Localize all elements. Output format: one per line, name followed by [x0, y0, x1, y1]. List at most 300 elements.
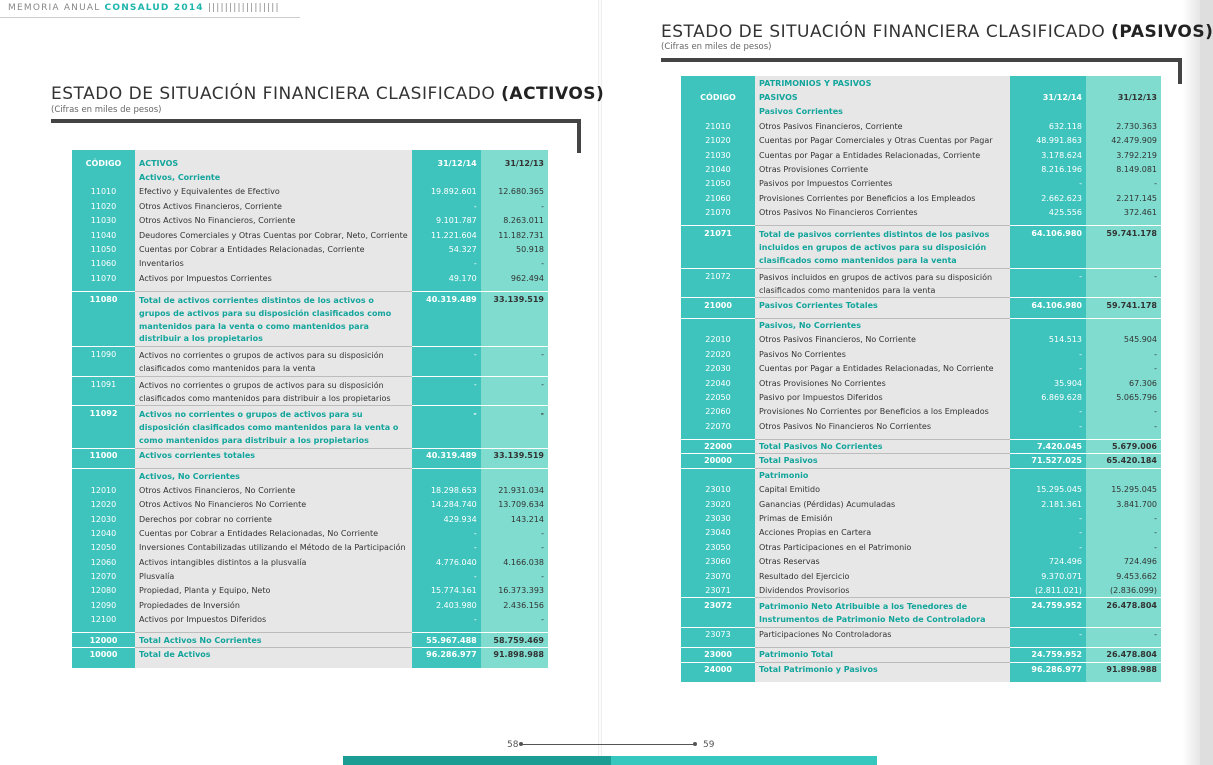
row-value-2014: - [412, 257, 481, 271]
table-row [681, 298, 1161, 312]
row-code: 12060 [72, 555, 135, 569]
row-code: 22050 [681, 390, 755, 404]
row-value-2014: - [412, 526, 481, 540]
table-row [72, 242, 548, 256]
row-description: Patrimonio Neto Atribuible a los Tenedores de Instrumentos de Patrimonio Neto de Controladora [755, 598, 1010, 628]
right-page-title [661, 22, 1213, 42]
row-value-2013: - [1086, 526, 1161, 540]
row-value-2013: - [1086, 419, 1161, 433]
row-value-2014: - [412, 199, 481, 213]
row-value-2014: 71.527.025 [1010, 454, 1086, 468]
row-code: 11040 [72, 228, 135, 242]
row-value-2013: 15.295.045 [1086, 483, 1161, 497]
row-description: Cuentas por Cobrar a Entidades Relacionadas, No Corriente [135, 526, 412, 540]
header-col-2014: 31/12/14 [412, 156, 481, 170]
table-row [72, 647, 548, 661]
header-code: CÓDIGO [681, 90, 755, 104]
row-description: Efectivo y Equivalentes de Efectivo [135, 185, 412, 199]
table-row [681, 390, 1161, 404]
row-code: 11010 [72, 185, 135, 199]
row-value-2013: 2.217.145 [1086, 191, 1161, 205]
pasivos-header-row [681, 90, 1161, 104]
table-row [681, 454, 1161, 468]
row-value-2013: 2.436.156 [481, 598, 548, 612]
header-brand: CONSALUD 2014 [104, 3, 204, 13]
table-row [681, 206, 1161, 220]
header-prefix: MEMORIA ANUAL [8, 3, 101, 13]
row-code: 12040 [72, 526, 135, 540]
row-value-2014: - [1010, 361, 1086, 375]
row-value-2013: 5.065.796 [1086, 390, 1161, 404]
row-value-2014: 55.967.488 [412, 633, 481, 647]
table-row [72, 257, 548, 271]
row-value-2013: - [1086, 268, 1161, 298]
row-code: 22030 [681, 361, 755, 375]
table-row [72, 292, 548, 347]
row-code: 21020 [681, 134, 755, 148]
footer-line [521, 744, 695, 745]
row-description: Cuentas por Pagar a Entidades Relacionadas, Corriente [755, 148, 1010, 162]
row-value-2014: - [412, 541, 481, 555]
table-row [681, 526, 1161, 540]
row-description: Otros Pasivos Financieros, No Corriente [755, 333, 1010, 347]
row-value-2013: - [1086, 177, 1161, 191]
row-value-2014: 18.298.653 [412, 483, 481, 497]
header-desc: PASIVOS [755, 90, 1010, 104]
header-col-2014: 31/12/14 [1010, 90, 1086, 104]
row-code: 12090 [72, 598, 135, 612]
row-value-2014: 64.106.980 [1010, 298, 1086, 312]
row-description: Otros Activos Financieros, Corriente [135, 199, 412, 213]
row-description: Total Patrimonio y Pasivos [755, 662, 1010, 676]
row-code: 22040 [681, 376, 755, 390]
row-value-2014: 514.513 [1010, 333, 1086, 347]
row-code: 11050 [72, 242, 135, 256]
row-description: Activos por Impuestos Diferidos [135, 613, 412, 627]
row-value-2014: - [1010, 347, 1086, 361]
row-value-2014: 7.420.045 [1010, 439, 1086, 453]
section-heading-row [72, 170, 548, 184]
row-value-2013: - [481, 613, 548, 627]
row-code: 24000 [681, 662, 755, 676]
row-value-2013: 11.182.731 [481, 228, 548, 242]
row-description: Otras Reservas [755, 555, 1010, 569]
row-code: 22070 [681, 419, 755, 433]
row-code: 22000 [681, 439, 755, 453]
row-code: 12000 [72, 633, 135, 647]
table-row [72, 347, 548, 377]
row-description: Activos corrientes totales [135, 448, 412, 462]
row-value-2013: 545.904 [1086, 333, 1161, 347]
row-description: Provisiones No Corrientes por Beneficios a los Empleados [755, 405, 1010, 419]
row-value-2013: 3.841.700 [1086, 497, 1161, 511]
row-value-2014: 11.221.604 [412, 228, 481, 242]
row-value-2014: 9.101.787 [412, 214, 481, 228]
activos-table [72, 150, 548, 668]
row-value-2013: 33.139.519 [481, 292, 548, 347]
row-value-2014: 35.904 [1010, 376, 1086, 390]
row-value-2014: 40.319.489 [412, 448, 481, 462]
row-description: Deudores Comerciales y Otras Cuentas por Cobrar, Neto, Corriente [135, 228, 412, 242]
row-code: 21010 [681, 119, 755, 133]
row-value-2013: 59.741.178 [1086, 298, 1161, 312]
table-row [72, 271, 548, 285]
left-page-title [51, 84, 604, 104]
table-row [681, 540, 1161, 554]
row-code: 23071 [681, 583, 755, 597]
row-value-2014: 14.284.740 [412, 497, 481, 511]
row-code: 23040 [681, 526, 755, 540]
row-description: Resultado del Ejercicio [755, 569, 1010, 583]
row-value-2013: 91.898.988 [481, 647, 548, 661]
row-value-2013: 143.214 [481, 512, 548, 526]
header-col-2013: 31/12/13 [481, 156, 548, 170]
running-header [0, 0, 300, 18]
row-value-2014: - [1010, 268, 1086, 298]
right-title-rule [661, 58, 1182, 62]
row-code: 11030 [72, 214, 135, 228]
row-code: 23030 [681, 511, 755, 525]
row-code: 21070 [681, 206, 755, 220]
table-row [681, 483, 1161, 497]
row-description: Patrimonio Total [755, 648, 1010, 662]
row-value-2013: 4.166.038 [481, 555, 548, 569]
row-value-2013: 724.496 [1086, 555, 1161, 569]
row-value-2014: 425.556 [1010, 206, 1086, 220]
row-value-2014: 40.319.489 [412, 292, 481, 347]
table-row [72, 448, 548, 462]
row-description: Total Activos No Corrientes [135, 633, 412, 647]
row-description: Otros Pasivos Financieros, Corriente [755, 119, 1010, 133]
right-page-subtitle: (Cifras en miles de pesos) [661, 42, 772, 52]
row-description: Otros Pasivos No Financieros Corrientes [755, 206, 1010, 220]
row-description: Activos, No Corrientes [135, 469, 412, 483]
row-value-2014: 3.178.624 [1010, 148, 1086, 162]
row-value-2013: - [1086, 627, 1161, 641]
row-value-2013: 26.478.804 [1086, 648, 1161, 662]
row-value-2013: - [1086, 405, 1161, 419]
row-code: 21030 [681, 148, 755, 162]
row-description: Activos no corrientes o grupos de activos para su disposición clasificados como mantenidos para la venta [135, 347, 412, 377]
row-value-2013: 962.494 [481, 271, 548, 285]
row-description: Activos no corrientes o grupos de activos para su disposición clasificados como mantenidos para distribuir a los propietarios [135, 376, 412, 406]
row-value-2013: - [481, 199, 548, 213]
row-code: 21072 [681, 268, 755, 298]
row-value-2013: 2.730.363 [1086, 119, 1161, 133]
row-value-2013: - [481, 406, 548, 448]
row-value-2014: - [1010, 627, 1086, 641]
table-row [72, 497, 548, 511]
row-value-2014: 8.216.196 [1010, 162, 1086, 176]
row-value-2014: - [1010, 405, 1086, 419]
row-value-2014: 19.892.601 [412, 185, 481, 199]
row-code: 12010 [72, 483, 135, 497]
row-code: 22010 [681, 333, 755, 347]
row-value-2013: 59.741.178 [1086, 226, 1161, 268]
row-description: Otros Pasivos No Financieros No Corrientes [755, 419, 1010, 433]
row-code: 12030 [72, 512, 135, 526]
table-row [681, 497, 1161, 511]
pasivos-table [681, 76, 1161, 682]
row-value-2014: 15.774.161 [412, 584, 481, 598]
table-row [681, 376, 1161, 390]
row-description: Pasivos por Impuestos Corrientes [755, 177, 1010, 191]
row-code: 12020 [72, 497, 135, 511]
row-code: 12050 [72, 541, 135, 555]
header-col-2013: 31/12/13 [1086, 90, 1161, 104]
row-code: 11090 [72, 347, 135, 377]
row-code: 10000 [72, 647, 135, 661]
row-value-2013: - [481, 526, 548, 540]
right-title-bold: (PASIVOS) [1111, 22, 1213, 42]
row-value-2014: 48.991.863 [1010, 134, 1086, 148]
row-value-2014: 64.106.980 [1010, 226, 1086, 268]
row-value-2013: - [481, 347, 548, 377]
table-row [681, 439, 1161, 453]
row-code: 21050 [681, 177, 755, 191]
row-description: Total Pasivos [755, 454, 1010, 468]
row-description: Acciones Propias en Cartera [755, 526, 1010, 540]
row-value-2014: 2.662.623 [1010, 191, 1086, 205]
row-value-2014: - [1010, 177, 1086, 191]
row-description: Cuentas por Pagar Comerciales y Otras Cuentas por Pagar [755, 134, 1010, 148]
row-value-2013: (2.836.099) [1086, 583, 1161, 597]
row-value-2014: (2.811.021) [1010, 583, 1086, 597]
row-description: Otras Provisiones Corriente [755, 162, 1010, 176]
row-value-2013: - [481, 257, 548, 271]
row-value-2014: 24.759.952 [1010, 598, 1086, 628]
row-value-2013: 5.679.006 [1086, 439, 1161, 453]
row-code: 11000 [72, 448, 135, 462]
table-row [681, 268, 1161, 298]
row-code: 11091 [72, 376, 135, 406]
left-title-main: ESTADO DE SITUACIÓN FINANCIERA CLASIFICADO [51, 84, 496, 104]
table-row [72, 376, 548, 406]
footer-dot-left [519, 742, 523, 746]
table-row [72, 185, 548, 199]
section-heading-row [681, 105, 1161, 119]
spacer-row [681, 676, 1161, 682]
table-row [681, 134, 1161, 148]
row-description: Propiedad, Planta y Equipo, Neto [135, 584, 412, 598]
section-heading-row [681, 318, 1161, 332]
row-code: 12080 [72, 584, 135, 598]
row-description: Otros Activos No Financieros, Corriente [135, 214, 412, 228]
header-top-label: PATRIMONIOS Y PASIVOS [755, 76, 1010, 90]
table-row [681, 347, 1161, 361]
row-description: Patrimonio [755, 468, 1010, 482]
table-row [681, 191, 1161, 205]
row-value-2014: - [412, 347, 481, 377]
row-value-2013: - [1086, 347, 1161, 361]
table-row [681, 569, 1161, 583]
row-code: 11080 [72, 292, 135, 347]
row-value-2014: 15.295.045 [1010, 483, 1086, 497]
table-row [72, 483, 548, 497]
page-number-right: 59 [703, 740, 715, 750]
row-description: Otros Activos Financieros, No Corriente [135, 483, 412, 497]
row-description: Pasivos Corrientes Totales [755, 298, 1010, 312]
row-code: 11092 [72, 406, 135, 448]
row-value-2013: - [1086, 540, 1161, 554]
page-edge-shadow [1182, 0, 1200, 765]
row-value-2014: - [412, 569, 481, 583]
row-description: Provisiones Corrientes por Beneficios a los Empleados [755, 191, 1010, 205]
table-row [72, 569, 548, 583]
row-value-2014: 54.327 [412, 242, 481, 256]
table-row [72, 541, 548, 555]
row-value-2014: - [1010, 419, 1086, 433]
table-row [681, 419, 1161, 433]
row-description: Propiedades de Inversión [135, 598, 412, 612]
header-desc: ACTIVOS [135, 156, 412, 170]
footer-bar-light [611, 756, 877, 765]
row-description: Pasivo por Impuestos Diferidos [755, 390, 1010, 404]
table-row [681, 598, 1161, 628]
right-title-rule-drop [1178, 58, 1182, 84]
row-value-2013: 21.931.034 [481, 483, 548, 497]
row-code: 21060 [681, 191, 755, 205]
table-row [72, 214, 548, 228]
spacer-row [72, 662, 548, 668]
table-row [72, 633, 548, 647]
row-value-2014: 96.286.977 [1010, 662, 1086, 676]
row-value-2014: - [412, 613, 481, 627]
row-description: Cuentas por Pagar a Entidades Relacionadas, No Corriente [755, 361, 1010, 375]
row-code: 11020 [72, 199, 135, 213]
table-row [681, 555, 1161, 569]
row-description: Otras Participaciones en el Patrimonio [755, 540, 1010, 554]
row-value-2013: 8.263.011 [481, 214, 548, 228]
table-row [681, 148, 1161, 162]
header-code: CÓDIGO [72, 156, 135, 170]
row-code: 23010 [681, 483, 755, 497]
row-value-2013: 16.373.393 [481, 584, 548, 598]
row-value-2013: 42.479.909 [1086, 134, 1161, 148]
row-value-2014: 9.370.071 [1010, 569, 1086, 583]
row-description: Capital Emitido [755, 483, 1010, 497]
row-code: 12070 [72, 569, 135, 583]
left-title-rule [51, 119, 581, 123]
row-code: 11070 [72, 271, 135, 285]
row-description: Derechos por cobrar no corriente [135, 512, 412, 526]
row-value-2013: 26.478.804 [1086, 598, 1161, 628]
row-code: 23060 [681, 555, 755, 569]
row-description: Activos no corrientes o grupos de activos para su disposición clasificados como mantenidos para la venta o como mantenidos para distribuir a los propietarios [135, 406, 412, 448]
row-value-2013: 58.759.469 [481, 633, 548, 647]
row-value-2014: - [412, 376, 481, 406]
row-value-2014: 24.759.952 [1010, 648, 1086, 662]
left-page-subtitle: (Cifras en miles de pesos) [51, 105, 162, 115]
row-code: 12100 [72, 613, 135, 627]
activos-header-row [72, 156, 548, 170]
row-code: 23073 [681, 627, 755, 641]
row-code: 11060 [72, 257, 135, 271]
row-code: 22060 [681, 405, 755, 419]
table-row [72, 512, 548, 526]
header-marks: ||||||||||||||||| [207, 3, 280, 13]
row-description: Inventarios [135, 257, 412, 271]
table-row [72, 526, 548, 540]
row-value-2014: 632.118 [1010, 119, 1086, 133]
table-row [681, 405, 1161, 419]
row-code: 21040 [681, 162, 755, 176]
row-description: Inversiones Contabilizadas utilizando el Método de la Participación [135, 541, 412, 555]
row-description: Activos, Corriente [135, 170, 412, 184]
row-value-2013: - [1086, 511, 1161, 525]
row-value-2013: 13.709.634 [481, 497, 548, 511]
row-value-2014: - [1010, 540, 1086, 554]
table-row [681, 333, 1161, 347]
row-description: Primas de Emisión [755, 511, 1010, 525]
row-value-2013: 65.420.184 [1086, 454, 1161, 468]
row-value-2013: 9.453.662 [1086, 569, 1161, 583]
row-description: Otros Activos No Financieros No Corriente [135, 497, 412, 511]
table-row [72, 199, 548, 213]
row-value-2014: 429.934 [412, 512, 481, 526]
row-code: 23070 [681, 569, 755, 583]
row-value-2013: 67.306 [1086, 376, 1161, 390]
row-description: Activos por Impuestos Corrientes [135, 271, 412, 285]
section-heading-row [72, 469, 548, 483]
table-row [72, 228, 548, 242]
row-description: Ganancias (Pérdidas) Acumuladas [755, 497, 1010, 511]
table-row [681, 119, 1161, 133]
row-value-2014: 2.403.980 [412, 598, 481, 612]
row-value-2014: 2.181.361 [1010, 497, 1086, 511]
row-code: 23020 [681, 497, 755, 511]
table-row [681, 583, 1161, 597]
row-value-2013: 33.139.519 [481, 448, 548, 462]
table-row [72, 613, 548, 627]
row-description: Otras Provisiones No Corrientes [755, 376, 1010, 390]
row-description: Total de pasivos corrientes distintos de los pasivos incluidos en grupos de activos para su disposición clasificados como mantenidos para la venta [755, 226, 1010, 268]
row-value-2014: 724.496 [1010, 555, 1086, 569]
table-row [681, 627, 1161, 641]
table-row [681, 177, 1161, 191]
footer-bar-dark [343, 756, 611, 765]
row-code: 20000 [681, 454, 755, 468]
table-row [681, 511, 1161, 525]
row-code: 21071 [681, 226, 755, 268]
left-title-bold: (ACTIVOS) [501, 84, 605, 104]
table-row [72, 555, 548, 569]
row-value-2014: - [412, 406, 481, 448]
row-description: Plusvalía [135, 569, 412, 583]
row-description: Total de activos corrientes distintos de los activos o grupos de activos para su disposición clasificados como mantenidos para la venta o como mantenidos para distribuir a los propietarios [135, 292, 412, 347]
footer-dot-right [693, 742, 697, 746]
row-value-2014: 96.286.977 [412, 647, 481, 661]
table-row [681, 662, 1161, 676]
table-row [681, 648, 1161, 662]
row-value-2013: - [481, 569, 548, 583]
table-row [681, 162, 1161, 176]
row-value-2013: 12.680.365 [481, 185, 548, 199]
row-description: Pasivos No Corrientes [755, 347, 1010, 361]
row-code: 21000 [681, 298, 755, 312]
left-title-rule-drop [577, 119, 581, 153]
table-row [72, 584, 548, 598]
row-code: 23072 [681, 598, 755, 628]
table-row [681, 226, 1161, 268]
row-description: Dividendos Provisorios [755, 583, 1010, 597]
row-value-2013: 372.461 [1086, 206, 1161, 220]
row-value-2013: 50.918 [481, 242, 548, 256]
right-title-main: ESTADO DE SITUACIÓN FINANCIERA CLASIFICADO [661, 22, 1106, 42]
page-number-left: 58 [507, 740, 519, 750]
row-value-2013: 8.149.081 [1086, 162, 1161, 176]
row-value-2014: - [1010, 526, 1086, 540]
